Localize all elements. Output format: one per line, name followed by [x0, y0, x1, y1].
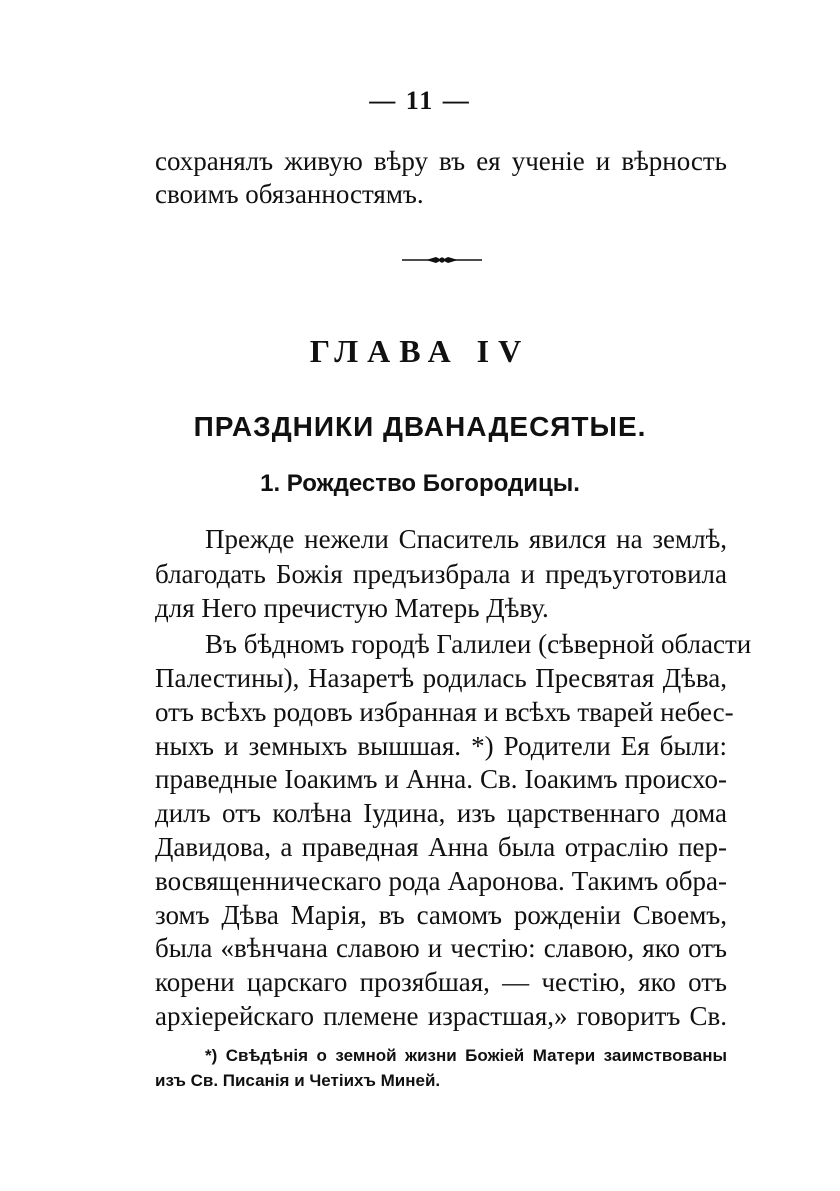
text-line: корени царскаго прозябшая, — честію, яко отъ: [155, 967, 727, 997]
text-line: архіерейскаго племене израстшая,» говоритъ Св.: [155, 1001, 727, 1031]
text-line: сохранялъ живую вѣру въ ея ученіе и вѣрность: [155, 146, 727, 176]
text-line: Палестины), Назаретѣ родилась Пресвятая Дѣва,: [155, 663, 727, 693]
text-line: своимъ обязанностямъ.: [155, 179, 424, 209]
text-line: Въ бѣдномъ городѣ Галилеи (сѣверной области: [205, 629, 752, 659]
text-line: восвященническаго рода Ааронова. Такимъ обра-: [155, 866, 727, 896]
footnote-line: изъ Св. Писанія и Четіихъ Миней.: [155, 1071, 441, 1090]
footnote-line: *) Свѣдѣнія о земной жизни Божіей Матери заимствованы: [205, 1046, 727, 1065]
text-line: Прежде нежели Спаситель явился на землѣ,: [205, 524, 727, 554]
text-line: для Него пречистую Матерь Дѣву.: [155, 593, 549, 623]
text-line: отъ всѣхъ родовъ избранная и всѣхъ тварей небес-: [155, 697, 734, 727]
subsection-title: 1. Рождество Богородицы.: [260, 470, 580, 497]
text-line: дилъ отъ колѣна Іудина, изъ царственнаго дома: [155, 798, 727, 828]
chapter-heading: ГЛАВА IV: [309, 333, 531, 369]
text-line: ныхъ и земныхъ вышшая. *) Родители Ея были:: [155, 731, 727, 761]
text-line: благодать Божія предъизбрала и предъуготовила: [155, 559, 727, 589]
ornament-divider: [400, 253, 484, 267]
text-line: была «вѣнчана славою и честію: славою, яко отъ: [155, 933, 727, 963]
text-line: зомъ Дѣва Марія, въ самомъ рожденіи Своемъ,: [155, 900, 727, 930]
text-line: праведные Іоакимъ и Анна. Св. Іоакимъ происхо-: [155, 764, 727, 794]
text-line: Давидова, а праведная Анна была отраслію пер-: [155, 832, 727, 862]
section-title: ПРАЗДНИКИ ДВАНАДЕСЯТЫЕ.: [193, 411, 647, 442]
page-number: — 11 —: [369, 86, 471, 115]
